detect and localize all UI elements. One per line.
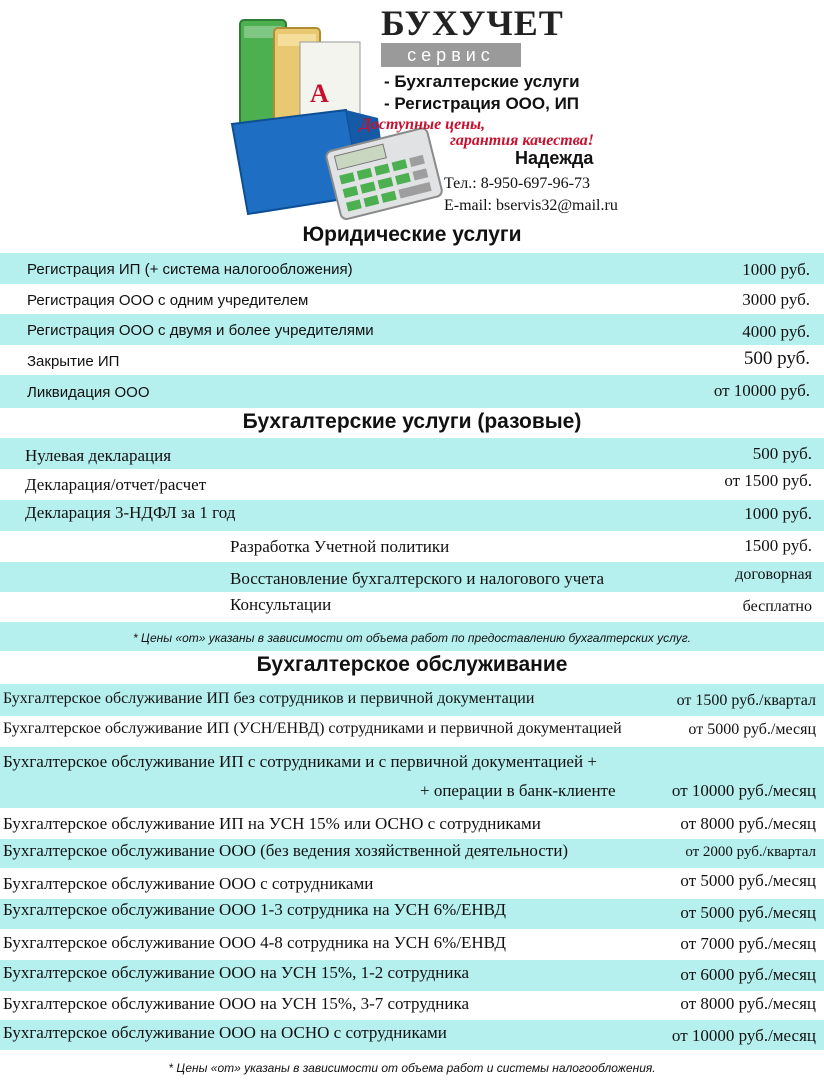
table-row <box>0 438 824 469</box>
service-price: 1000 руб. <box>744 504 812 523</box>
section-title-onetime: Бухгалтерские услуги (разовые) <box>242 410 582 433</box>
promo-quality: гарантия качества! <box>450 132 594 149</box>
service-name: Бухгалтерское обслуживание ООО 4-8 сотрудника на УСН 6%/ЕНВД <box>3 933 506 952</box>
table-row <box>0 1020 824 1050</box>
table-row <box>0 375 824 408</box>
service-price: бесплатно <box>742 598 812 615</box>
table-row <box>0 839 824 868</box>
table-row <box>0 991 824 1020</box>
service-name: Бухгалтерское обслуживание ИП без сотрудников и первичной документации <box>3 690 535 707</box>
service-price: от 8000 руб./месяц <box>680 994 816 1013</box>
service-line-registration: - Регистрация ООО, ИП <box>384 94 580 113</box>
service-price: от 7000 руб./месяц <box>680 934 816 953</box>
service-name: Бухгалтерское обслуживание ИП (УСН/ЕНВД) сотрудниками и первичной документацией <box>3 720 622 737</box>
service-price: от 5000 руб./месяц <box>680 903 816 922</box>
service-price: договорная <box>735 566 812 583</box>
section-title-legal: Юридические услуги <box>302 223 522 246</box>
table-row <box>0 314 824 345</box>
contact-email: E-mail: bservis32@mail.ru <box>444 197 618 214</box>
service-price: от 1500 руб./квартал <box>676 692 816 709</box>
table-row <box>0 960 824 991</box>
service-name: Восстановление бухгалтерского и налогового учета <box>230 569 604 588</box>
table-row <box>0 929 824 960</box>
price-footnote: * Цены «от» указаны в зависимости от объема работ по предоставлению бухгалтерских услуг. <box>132 631 692 645</box>
service-price: 3000 руб. <box>742 290 810 309</box>
service-name: Бухгалтерское обслуживание ИП на УСН 15% или ОСНО с сотрудниками <box>3 814 541 833</box>
service-price: от 5000 руб./месяц <box>688 721 816 738</box>
table-row <box>0 747 824 808</box>
service-price: от 10000 руб. <box>713 381 810 400</box>
promo-prices: Доступные цены, <box>360 116 486 133</box>
service-name: Бухгалтерское обслуживание ООО 1-3 сотрудника на УСН 6%/ЕНВД <box>3 900 506 919</box>
service-price: 500 руб. <box>743 348 810 369</box>
service-price: от 10000 руб./месяц <box>671 781 816 800</box>
table-row <box>0 500 824 531</box>
service-name: Регистрация ИП (+ система налогообложения) <box>27 261 353 278</box>
service-name: Консультации <box>230 595 332 614</box>
service-name: Бухгалтерское обслуживание ООО (без ведения хозяйственной деятельности) <box>3 841 569 860</box>
brand-title: БУХУЧЕТ <box>381 3 564 43</box>
table-row <box>0 716 824 747</box>
service-name: Регистрация ООО с одним учредителем <box>27 292 309 309</box>
table-row <box>0 253 824 284</box>
service-name: Бухгалтерское обслуживание ООО с сотрудниками <box>3 874 374 893</box>
section-title-service: Бухгалтерское обслуживание <box>256 653 568 676</box>
header <box>0 0 824 222</box>
service-name: Бухгалтерское обслуживание ООО на ОСНО с сотрудниками <box>3 1023 447 1042</box>
note-row <box>0 622 824 651</box>
service-price: от 8000 руб./месяц <box>680 814 816 833</box>
service-line-accounting: - Бухгалтерские услуги <box>384 72 580 91</box>
price-footnote-service: * Цены «от» указаны в зависимости от объема работ и системы налогообложения. <box>168 1061 656 1075</box>
service-price: 500 руб. <box>752 444 812 463</box>
table-row <box>0 345 824 375</box>
table-row <box>0 562 824 592</box>
table-row <box>0 592 824 622</box>
brand-subtitle: сервис <box>381 43 521 67</box>
service-price: от 6000 руб./месяц <box>680 965 816 984</box>
table-row <box>0 684 824 716</box>
service-price: от 10000 руб./месяц <box>671 1026 816 1045</box>
service-name: Декларация 3-НДФЛ за 1 год <box>25 503 236 522</box>
service-name: Закрытие ИП <box>27 353 120 370</box>
table-row <box>0 469 824 500</box>
svg-text:A: A <box>310 79 329 108</box>
service-name: Ликвидация ООО <box>27 384 150 401</box>
table-row <box>0 868 824 899</box>
table-row <box>0 899 824 929</box>
contact-phone: Тел.: 8-950-697-96-73 <box>444 175 591 192</box>
service-price: от 5000 руб./месяц <box>680 871 816 890</box>
service-price: от 2000 руб./квартал <box>685 844 816 860</box>
service-name: Бухгалтерское обслуживание ООО на УСН 15%, 1-2 сотрудника <box>3 963 470 982</box>
contact-name: Надежда <box>515 148 594 168</box>
table-row <box>0 808 824 839</box>
service-name: Бухгалтерское обслуживание ИП с сотрудниками и с первичной документацией + <box>3 752 597 771</box>
table-row <box>0 531 824 562</box>
service-price: 1500 руб. <box>744 536 812 555</box>
service-name: Декларация/отчет/расчет <box>25 475 207 494</box>
service-name-continued: + операции в банк-клиенте <box>420 781 616 800</box>
service-price: от 1500 руб. <box>724 471 812 490</box>
table-row <box>0 284 824 314</box>
service-price: 4000 руб. <box>742 322 810 341</box>
service-name: Нулевая декларация <box>25 446 172 465</box>
service-name: Бухгалтерское обслуживание ООО на УСН 15%, 3-7 сотрудника <box>3 994 470 1013</box>
service-name: Разработка Учетной политики <box>230 537 450 556</box>
service-price: 1000 руб. <box>742 260 810 279</box>
service-name: Регистрация ООО с двумя и более учредителями <box>27 322 374 339</box>
